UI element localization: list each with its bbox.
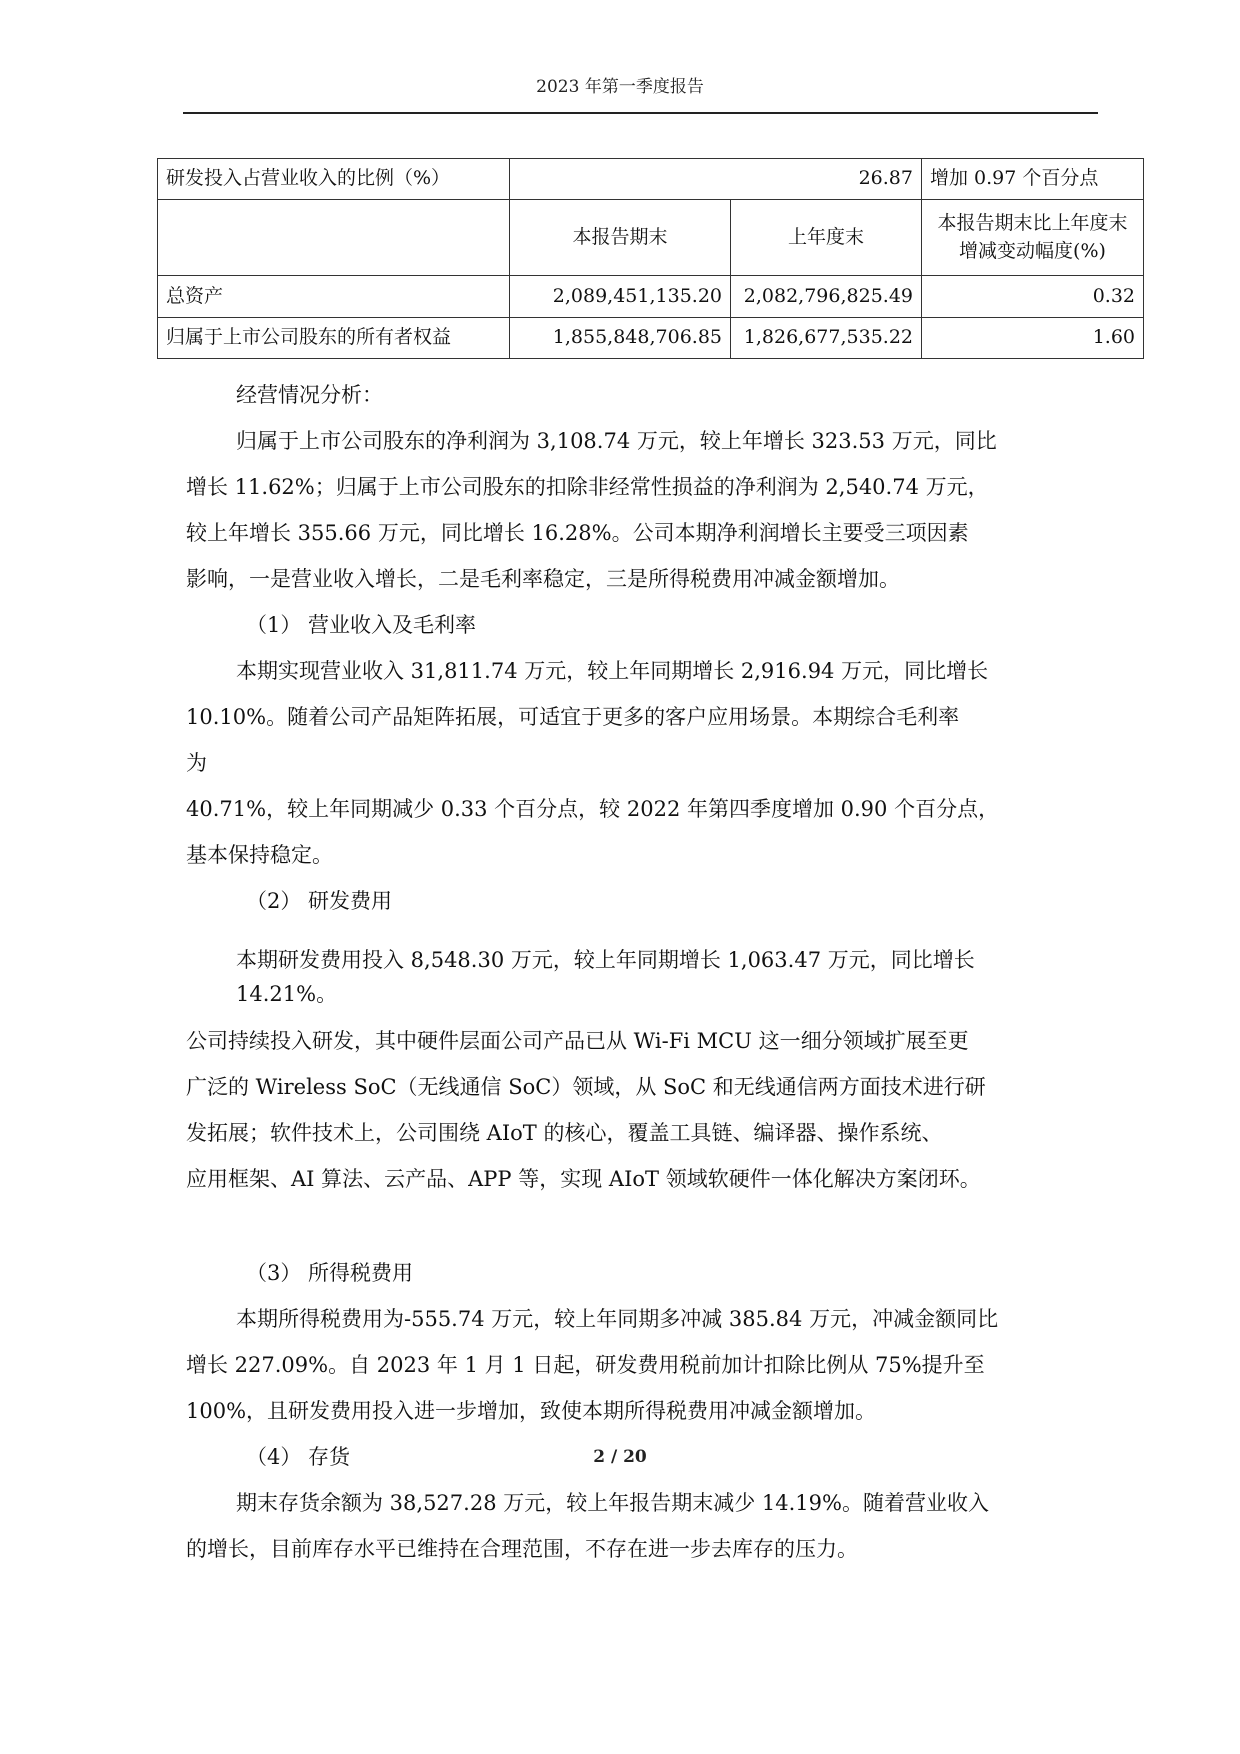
paragraph-line: 的增长，目前库存水平已维持在合理范围，不存在进一步去库存的压力。: [186, 1537, 858, 1561]
column-header-current: 本报告期末: [510, 200, 731, 276]
paragraph-line: 本期所得税费用为-555.74 万元，较上年同期多冲减 385.84 万元，冲减金额同比: [236, 1307, 999, 1331]
paragraph-line: 增长 11.62%；归属于上市公司股东的扣除非经常性损益的净利润为 2,540.74 万元，: [186, 475, 989, 499]
page-number: 2 / 20: [593, 1447, 647, 1467]
cell-prior: 2,082,796,825.49: [731, 276, 922, 318]
empty-header-cell: [158, 200, 510, 276]
section-heading: 经营情况分析：: [236, 383, 383, 407]
paragraph-line: 40.71%，较上年同期减少 0.33 个百分点，较 2022 年第四季度增加 0.90 个百分点，: [186, 797, 1000, 821]
table-row: [158, 276, 1144, 318]
column-header-change: 本报告期末比上年度末增减变动幅度(%): [922, 200, 1144, 276]
paragraph-line: 广泛的 Wireless SoC（无线通信 SoC）领域，从 SoC 和无线通信两方面技术进行研: [186, 1075, 986, 1099]
table-row: [158, 318, 1144, 359]
table-row: [158, 159, 1144, 200]
rd-ratio-value: 26.87: [510, 159, 922, 200]
cell-change: 1.60: [922, 318, 1144, 359]
row-label: 归属于上市公司股东的所有者权益: [158, 318, 510, 359]
subsection-title: （2） 研发费用: [246, 889, 393, 913]
tax-and-inventory: [186, 1250, 1106, 1572]
rd-ratio-change: 增加 0.97 个百分点: [922, 159, 1144, 200]
cell-current: 2,089,451,135.20: [510, 276, 731, 318]
cell-change: 0.32: [922, 276, 1144, 318]
cell-prior: 1,826,677,535.22: [731, 318, 922, 359]
cell-current: 1,855,848,706.85: [510, 318, 731, 359]
subsection-title: （1） 营业收入及毛利率: [246, 613, 477, 637]
paragraph-line: 应用框架、AI 算法、云产品、APP 等，实现 AIoT 领域软硬件一体化解决方案闭环。: [186, 1167, 981, 1191]
page-header: 2023 年第一季度报告: [536, 77, 704, 97]
subsection-title: （3） 所得税费用: [246, 1261, 414, 1285]
paragraph-line: 归属于上市公司股东的净利润为 3,108.74 万元，较上年增长 323.53 万元，同比: [236, 429, 997, 453]
paragraph-line: 100%，且研发费用投入进一步增加，致使本期所得税费用冲减金额增加。: [186, 1399, 877, 1423]
paragraph-line: 为: [186, 751, 207, 775]
financial-metrics-table: [157, 158, 1144, 359]
paragraph-line: 较上年增长 355.66 万元，同比增长 16.28%。公司本期净利润增长主要受三项因素: [186, 521, 969, 545]
column-header-prior: 上年度末: [731, 200, 922, 276]
paragraph-line: 公司持续投入研发，其中硬件层面公司产品已从 Wi-Fi MCU 这一细分领域扩展至更: [186, 1029, 969, 1053]
paragraph-line: 14.21%。: [236, 982, 338, 1006]
paragraph-line: 基本保持稳定。: [186, 843, 333, 867]
paragraph-line: 期末存货余额为 38,527.28 万元，较上年报告期末减少 14.19%。随着营业收入: [236, 1491, 989, 1515]
paragraph-line: 本期实现营业收入 31,811.74 万元，较上年同期增长 2,916.94 万元，同比增长: [236, 659, 989, 683]
subsection-title: （4） 存货: [246, 1445, 351, 1469]
header-divider: [183, 112, 1098, 114]
row-label: 总资产: [158, 276, 510, 318]
rd-detail: [186, 1018, 1106, 1202]
rd-paragraph: [186, 943, 1106, 1011]
paragraph-line: 10.10%。随着公司产品矩阵拓展，可适宜于更多的客户应用场景。本期综合毛利率: [186, 705, 960, 729]
table-header-row: [158, 200, 1144, 276]
paragraph-line: 影响，一是营业收入增长，二是毛利率稳定，三是所得税费用冲减金额增加。: [186, 567, 900, 591]
analysis-body: [186, 372, 1106, 924]
paragraph-line: 本期研发费用投入 8,548.30 万元，较上年同期增长 1,063.47 万元，同比增长: [236, 948, 975, 972]
paragraph-line: 增长 227.09%。自 2023 年 1 月 1 日起，研发费用税前加计扣除比例从 75%提升至: [186, 1353, 985, 1377]
rd-ratio-label: 研发投入占营业收入的比例（%）: [158, 159, 510, 200]
paragraph-line: 发拓展；软件技术上，公司围绕 AIoT 的核心，覆盖工具链、编译器、操作系统、: [186, 1121, 943, 1145]
